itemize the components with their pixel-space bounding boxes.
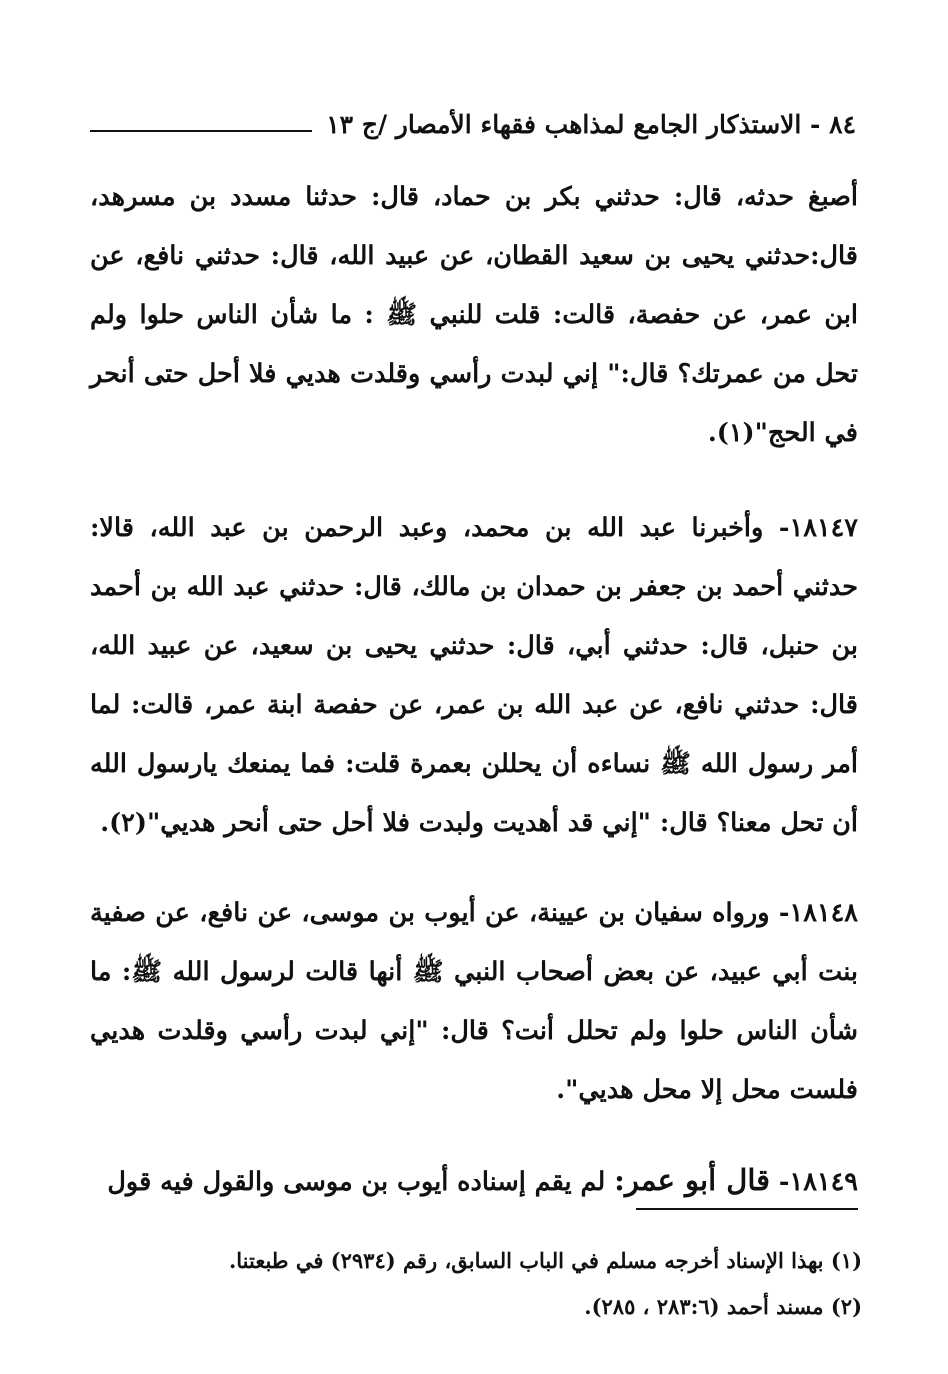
header-rule	[90, 130, 312, 132]
paragraph-text: أصبغ حدثه، قال: حدثني بكر بن حماد، قال: حدثنا مسدد بن مسرهد، قال:حدثني يحيى بن سعيد القطان، عن عبيد الله، قال: حدثني نافع، عن ابن عمر، عن حفصة، قالت: قلت للنبي ﷺ : ما شأن الناس حلوا ولم تحل من عمرتك؟ قال:" إني لبدت رأسي وقلدت هديي فلا أحل حتى أنحر في الحج"(١).	[90, 182, 858, 448]
running-header	[90, 104, 856, 144]
paragraph-number: ١٨١٤٩-	[778, 1167, 858, 1197]
paragraph-text: ورواه سفيان بن عيينة، عن أيوب بن موسى، عن نافع، عن صفية بنت أبي عبيد، عن بعض أصحاب النبي ﷺ أنها قالت لرسول الله ﷺ: ما شأن الناس حلوا ولم تحلل أنت؟ قال: "إني لبدت رأسي وقلدت هديي فلست محل إلا محل هديي".	[90, 898, 858, 1105]
paragraph-number: ١٨١٤٨-	[778, 898, 858, 928]
paragraph-number: ١٨١٤٧-	[778, 513, 858, 543]
footnotes	[100, 1238, 862, 1330]
paragraph-text: لم يقم إسناده أيوب بن موسى والقول فيه قول	[107, 1167, 606, 1197]
body-text	[90, 168, 858, 1243]
paragraph	[90, 884, 858, 1120]
paragraph	[90, 168, 858, 463]
footnote: (٢) مسند أحمد (٢٨٣:٦ ، ٢٨٥).	[584, 1294, 862, 1319]
footnote: (١) بهذا الإسناد أخرجه مسلم في الباب السابق، رقم (٢٩٣٤) في طبعتنا.	[228, 1248, 862, 1273]
paragraph	[90, 499, 858, 853]
footnote-separator	[636, 1208, 858, 1210]
paragraph-text: وأخبرنا عبد الله بن محمد، وعبد الرحمن بن عبد الله، قالا: حدثني أحمد بن جعفر بن حمدان بن مالك، قال: حدثني عبد الله بن أحمد بن حنبل، قال: حدثني أبي، قال: حدثني يحيى بن سعيد، عن عبيد الله، قال: حدثني نافع، عن عبد الله بن عمر، عن حفصة ابنة عمر، قالت: لما أمر رسول الله ﷺ نساءه أن يحللن بعمرة قلت: فما يمنعك يارسول الله أن تحل معنا؟ قال: "إني قد أهديت ولبدت فلا أحل حتى أنحر هديي"(٢).	[90, 513, 858, 838]
paragraph-speaker: قال أبو عمر:	[614, 1163, 771, 1197]
running-header-title: ٨٤ - الاستذكار الجامع لمذاهب فقهاء الأمصار /ج ١٣	[326, 109, 856, 139]
paragraph	[90, 1151, 858, 1212]
